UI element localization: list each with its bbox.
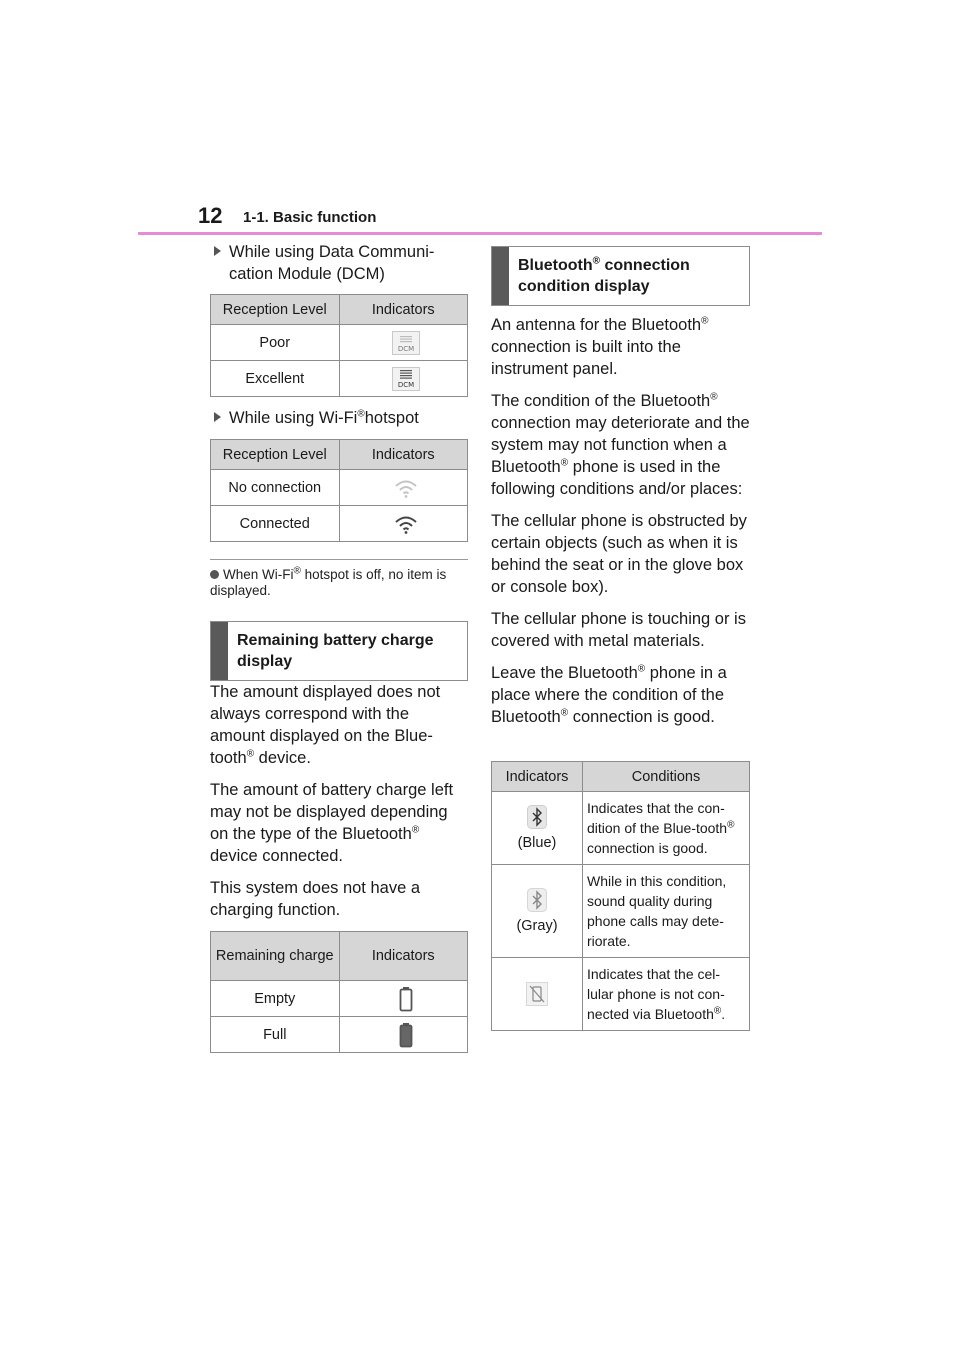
triangle-bullet-icon bbox=[214, 412, 221, 422]
heading-bar bbox=[211, 622, 228, 680]
wifi-none-icon bbox=[392, 476, 420, 500]
battery-col-indicators: Indicators bbox=[339, 932, 468, 981]
battery-paragraph-3: This system does not have a charging function. bbox=[210, 879, 421, 919]
bluetooth-heading: Bluetooth® connection condition display bbox=[518, 255, 690, 295]
table-row bbox=[492, 958, 750, 1031]
battery-paragraph-1: The amount displayed does not always correspond with the amount displayed on the Blue-tooth® device. bbox=[210, 683, 441, 767]
table-row bbox=[211, 361, 468, 397]
dcm-table-wrap bbox=[210, 294, 468, 397]
bluetooth-heading-box bbox=[491, 246, 750, 306]
table-row bbox=[211, 325, 468, 361]
bluetooth-condition-not-connected: Indicates that the cel-lular phone is not con-nected via Bluetooth®. bbox=[583, 958, 750, 1031]
svg-text:DCM: DCM bbox=[397, 344, 414, 353]
bullet-dot-icon bbox=[210, 570, 219, 579]
wifi-section bbox=[210, 407, 468, 429]
bluetooth-condition-degraded: While in this condition, sound quality during phone calls may dete-riorate. bbox=[583, 865, 750, 958]
wifi-table bbox=[210, 439, 468, 542]
bluetooth-paragraph-5: Leave the Bluetooth® phone in a place where the condition of the Bluetooth® connection is good. bbox=[491, 663, 727, 726]
bluetooth-col-indicators: Indicators bbox=[492, 762, 583, 792]
header-rule bbox=[138, 232, 822, 235]
dcm-poor-icon bbox=[392, 331, 420, 355]
table-row bbox=[211, 470, 468, 506]
bluetooth-table-wrap bbox=[491, 761, 750, 1031]
battery-col-charge: Remaining charge bbox=[211, 932, 340, 981]
note-divider bbox=[210, 559, 468, 560]
bluetooth-table bbox=[491, 761, 750, 1031]
dcm-col-level: Reception Level bbox=[211, 295, 340, 325]
table-row bbox=[211, 1017, 468, 1053]
table-row bbox=[211, 981, 468, 1017]
wifi-heading: While using Wi-Fi®hotspot bbox=[210, 407, 468, 429]
dcm-col-indicators: Indicators bbox=[339, 295, 468, 325]
battery-text bbox=[210, 681, 468, 931]
bluetooth-blue-icon bbox=[527, 805, 547, 829]
bluetooth-col-conditions: Conditions bbox=[583, 762, 750, 792]
dcm-heading: While using Data Communi- cation Module (DCM) bbox=[210, 241, 468, 285]
battery-heading: Remaining battery charge display bbox=[237, 632, 434, 670]
battery-empty-icon bbox=[392, 986, 420, 1012]
wifi-level-connected: Connected bbox=[211, 506, 340, 542]
dcm-level-poor: Poor bbox=[211, 325, 340, 361]
dcm-level-excellent: Excellent bbox=[211, 361, 340, 397]
wifi-table-wrap bbox=[210, 439, 468, 542]
bluetooth-disconnected-icon bbox=[526, 982, 548, 1006]
table-row bbox=[492, 792, 750, 865]
bluetooth-condition-good: Indicates that the con-dition of the Blue-tooth® connection is good. bbox=[583, 792, 750, 865]
wifi-note: When Wi-Fi® hotspot is off, no item is displayed. bbox=[210, 565, 447, 598]
bluetooth-paragraph-3: The cellular phone is obstructed by certain objects (such as when it is behind the seat or in the glove box or console box). bbox=[491, 512, 747, 596]
bluetooth-gray-icon bbox=[527, 888, 547, 912]
battery-table bbox=[210, 931, 468, 1053]
wifi-col-level: Reception Level bbox=[211, 440, 340, 470]
battery-paragraph-2: The amount of battery charge left may not be displayed depending on the type of the Bluetooth® device connected. bbox=[210, 781, 454, 865]
table-row bbox=[211, 506, 468, 542]
bluetooth-text bbox=[491, 314, 750, 738]
bluetooth-gray-label: (Gray) bbox=[516, 918, 558, 934]
dcm-table bbox=[210, 294, 468, 397]
battery-table-wrap bbox=[210, 931, 468, 1053]
section-title: 1-1. Basic function bbox=[243, 209, 377, 226]
wifi-connected-icon bbox=[392, 512, 420, 536]
battery-full-icon bbox=[392, 1022, 420, 1048]
bluetooth-paragraph-2: The condition of the Bluetooth® connection may deteriorate and the system may not function when a Bluetooth® phone is used in the following conditions and/or places: bbox=[491, 391, 750, 498]
battery-level-full: Full bbox=[211, 1017, 340, 1053]
bluetooth-paragraph-4: The cellular phone is touching or is covered with metal materials. bbox=[491, 610, 746, 650]
svg-text:DCM: DCM bbox=[397, 380, 414, 389]
heading-bar bbox=[492, 247, 509, 305]
dcm-section bbox=[210, 241, 468, 285]
table-row bbox=[492, 865, 750, 958]
bluetooth-blue-label: (Blue) bbox=[517, 835, 557, 851]
triangle-bullet-icon bbox=[214, 246, 221, 256]
dcm-excellent-icon bbox=[392, 367, 420, 391]
wifi-col-indicators: Indicators bbox=[339, 440, 468, 470]
bluetooth-paragraph-1: An antenna for the Bluetooth® connection is built into the instrument panel. bbox=[491, 315, 709, 378]
battery-heading-box bbox=[210, 621, 468, 681]
wifi-level-none: No connection bbox=[211, 470, 340, 506]
battery-level-empty: Empty bbox=[211, 981, 340, 1017]
page-number: 12 bbox=[198, 203, 223, 228]
